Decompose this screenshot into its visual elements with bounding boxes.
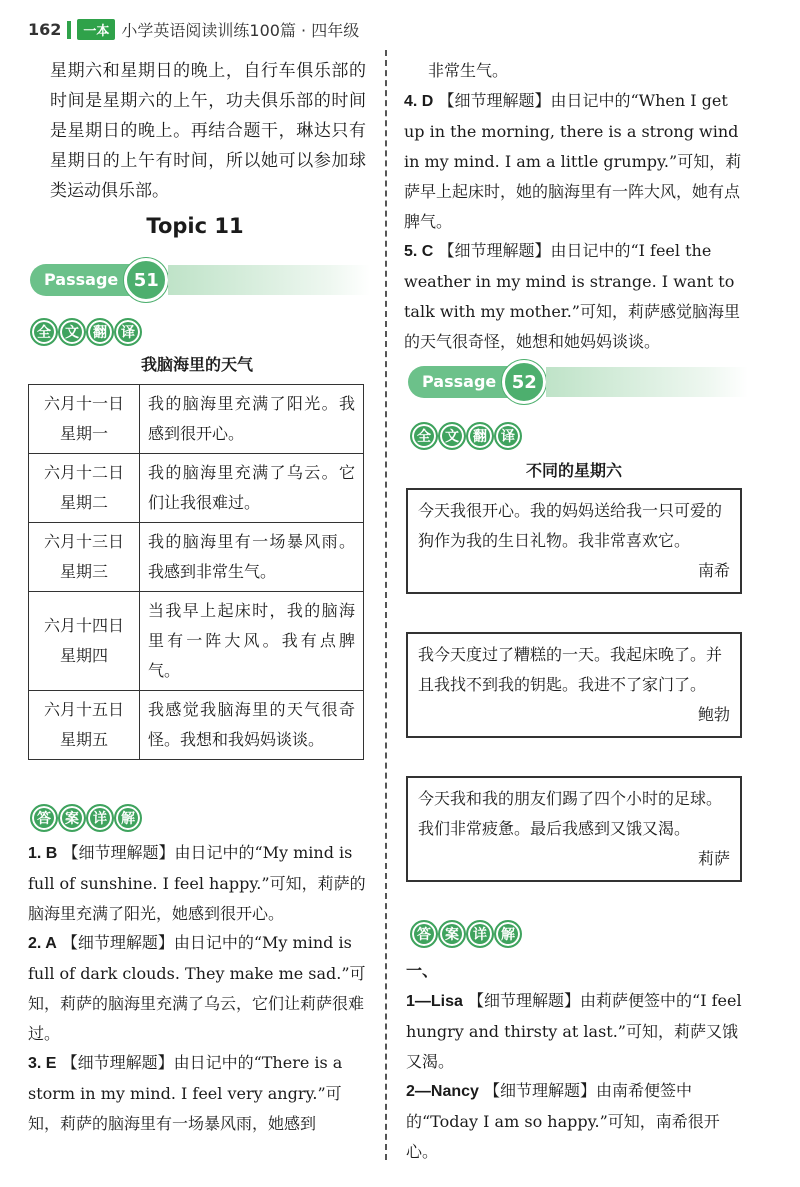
banner-fade — [546, 367, 748, 397]
answer-label: 4. D — [404, 93, 434, 110]
diary-date-cell — [29, 385, 140, 454]
heading-char: 翻 — [86, 318, 114, 346]
answer-label: 1. B — [28, 845, 58, 862]
heading-char: 解 — [114, 804, 142, 832]
diary-weekday: 星期三 — [59, 562, 108, 581]
answer-item — [28, 928, 368, 1049]
answer-item — [404, 236, 748, 357]
diary-table — [28, 384, 364, 760]
diary-date: 六月十四日 — [43, 616, 124, 635]
heading-char: 答 — [30, 804, 58, 832]
answer-label: 1—Lisa — [406, 993, 463, 1010]
answer-text: 【细节理解题】由南希便签中的“Today I am so happy.”可知，南希很开心。 — [406, 1081, 720, 1161]
answer-item — [28, 838, 368, 929]
diary-weekday: 星期五 — [59, 730, 108, 749]
answer-label: 2. A — [28, 935, 57, 952]
passage-label: Passage — [30, 264, 146, 296]
diary-date-cell — [29, 523, 140, 592]
heading-char: 译 — [494, 422, 522, 450]
diary-entry: 当我早上起床时，我的脑海里有一阵大风。我有点脾气。 — [140, 592, 364, 691]
header-bar — [67, 21, 71, 39]
heading-char: 文 — [438, 422, 466, 450]
answer-text: 【细节理解题】由日记中的“There is a storm in my mind. I feel very angry.”可知，莉萨的脑海里有一场暴风雨，她感到 — [28, 1053, 343, 1133]
answers-heading-right — [410, 920, 522, 948]
story-title: 不同的星期六 — [525, 461, 622, 480]
answers-heading-left — [30, 804, 142, 832]
heading-char: 案 — [58, 804, 86, 832]
diary-date: 六月十一日 — [43, 394, 124, 413]
answer-text: 【细节理解题】由莉萨便签中的“I feel hungry and thirsty at last.”可知，莉萨又饿又渴。 — [406, 991, 742, 1071]
intro-paragraph: 星期六和星期日的晚上，自行车俱乐部的时间是星期六的上午，功夫俱乐部的时间是星期日的晚上。再结合题干，琳达只有星期日的上午有时间，所以她可以参加球类运动俱乐部。 — [50, 61, 366, 201]
answer-text: 【细节理解题】由日记中的“I feel the weather in my mind is strange. I want to talk with my mother.”可知，莉萨感觉脑海里的天气很奇怪，她想和她妈妈谈谈。 — [404, 241, 740, 351]
answer-text: 【细节理解题】由日记中的“My mind is full of sunshine. I feel happy.”可知，莉萨的脑海里充满了阳光，她感到很开心。 — [28, 843, 366, 923]
diary-weekday: 星期四 — [59, 646, 108, 665]
heading-char: 解 — [494, 920, 522, 948]
note-signature: 南希 — [697, 561, 730, 580]
note-text: 我今天度过了糟糕的一天。我起床晚了。并且我找不到我的钥匙。我进不了家门了。 — [418, 645, 723, 694]
note-signature: 鲍勃 — [697, 705, 730, 724]
table-row — [29, 691, 364, 760]
table-row — [29, 454, 364, 523]
note-signature: 莉萨 — [697, 849, 730, 868]
diary-date-cell — [29, 592, 140, 691]
table-row — [29, 523, 364, 592]
answer-item — [404, 86, 748, 237]
diary-date-cell — [29, 454, 140, 523]
note-text: 今天我很开心。我的妈妈送给我一只可爱的狗作为我的生日礼物。我非常喜欢它。 — [418, 501, 723, 550]
section-heading: 一、 — [406, 961, 439, 980]
banner-fade — [168, 265, 370, 295]
continued-text: 非常生气。 — [428, 61, 509, 80]
heading-char: 案 — [438, 920, 466, 948]
diary-date: 六月十三日 — [43, 532, 124, 551]
heading-char: 答 — [410, 920, 438, 948]
heading-char: 文 — [58, 318, 86, 346]
diary-date-cell — [29, 691, 140, 760]
table-row — [29, 385, 364, 454]
diary-title: 我脑海里的天气 — [140, 355, 253, 374]
table-row — [29, 592, 364, 691]
diary-entry: 我的脑海里充满了乌云。它们让我很难过。 — [140, 454, 364, 523]
note-box — [406, 488, 742, 594]
diary-entry: 我的脑海里充满了阳光。我感到很开心。 — [140, 385, 364, 454]
answer-text: 【细节理解题】由日记中的“When I get up in the morning, there is a strong wind in my mind. I am a little grumpy.”可知，莉萨早上起床时，她的脑海里有一阵大风，她有点脾气。 — [404, 91, 742, 231]
heading-char: 全 — [30, 318, 58, 346]
diary-date: 六月十五日 — [43, 700, 124, 719]
note-box — [406, 632, 742, 738]
page-header — [28, 18, 359, 41]
diary-weekday: 星期一 — [59, 424, 108, 443]
heading-char: 详 — [86, 804, 114, 832]
passage-number: 52 — [502, 360, 546, 404]
passage-number: 51 — [124, 258, 168, 302]
answer-item — [406, 1076, 748, 1167]
passage-label: Passage — [408, 366, 524, 398]
diary-entry: 我感觉我脑海里的天气很奇怪。我想和我妈妈谈谈。 — [140, 691, 364, 760]
page-number: 162 — [28, 20, 62, 39]
translation-heading-right — [410, 422, 522, 450]
answer-label: 2—Nancy — [406, 1083, 479, 1100]
translation-heading-left — [30, 318, 142, 346]
book-title: 小学英语阅读训练100篇 · 四年级 — [121, 21, 360, 40]
diary-weekday: 星期二 — [59, 493, 108, 512]
book-logo: 一本 — [77, 19, 115, 40]
heading-char: 译 — [114, 318, 142, 346]
passage-52-banner — [408, 366, 748, 398]
heading-char: 全 — [410, 422, 438, 450]
diary-entry: 我的脑海里有一场暴风雨。我感到非常生气。 — [140, 523, 364, 592]
note-text: 今天我和我的朋友们踢了四个小时的足球。我们非常疲惫。最后我感到又饿又渴。 — [418, 789, 723, 838]
heading-char: 翻 — [466, 422, 494, 450]
answer-item — [406, 986, 748, 1077]
note-box — [406, 776, 742, 882]
answer-text: 【细节理解题】由日记中的“My mind is full of dark clouds. They make me sad.”可知，莉萨的脑海里充满了乌云，它们让莉萨很难过。 — [28, 933, 366, 1043]
passage-51-banner — [30, 264, 370, 296]
answer-label: 5. C — [404, 243, 434, 260]
heading-char: 详 — [466, 920, 494, 948]
answer-item — [28, 1048, 368, 1139]
answer-label: 3. E — [28, 1055, 57, 1072]
diary-date: 六月十二日 — [43, 463, 124, 482]
topic-title: Topic 11 — [146, 214, 244, 238]
